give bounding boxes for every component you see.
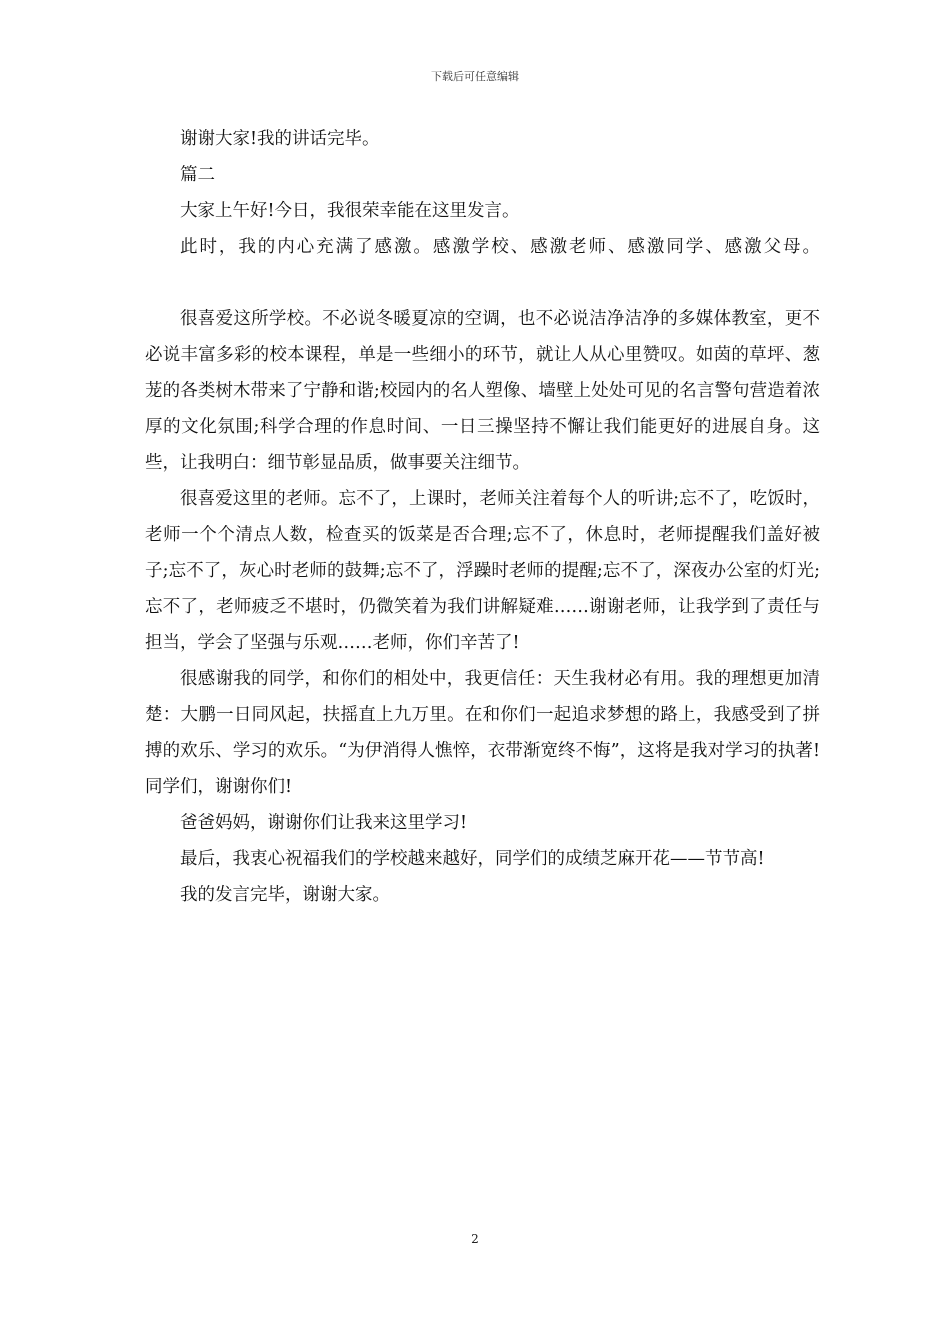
- school-paragraph: 很喜爱这所学校。不必说冬暖夏凉的空调，也不必说洁净洁净的多媒体教室，更不必说丰富多彩的校本课程，单是一些细小的环节，就让人从心里赞叹。如茵的草坪、葱茏的各类树木带来了宁静和谐;校园内的名人塑像、墙壁上处处可见的名言警句营造着浓厚的文化氛围;科学合理的作息时间、一日三操坚持不懈让我们能更好的进展自身。这些，让我明白：细节彰显品质，做事要关注细节。: [145, 309, 820, 473]
- parents-paragraph: 爸爸妈妈，谢谢你们让我来这里学习!: [180, 813, 468, 833]
- wishes-paragraph: 最后，我衷心祝福我们的学校越来越好，同学们的成绩芝麻开花——节节高!: [180, 849, 765, 869]
- section-heading: 篇二: [180, 165, 215, 185]
- page-number: 2: [471, 1232, 479, 1246]
- greeting-paragraph: 大家上午好!今日，我很荣幸能在这里发言。: [180, 201, 520, 221]
- closing-thanks-paragraph: 谢谢大家!我的讲话完毕。: [180, 129, 380, 149]
- document-body: [145, 121, 820, 913]
- ending-paragraph: 我的发言完毕，谢谢大家。: [180, 885, 390, 905]
- gratitude-paragraph: 此时，我的内心充满了感激。感激学校、感激老师、感激同学、感激父母。: [180, 237, 820, 257]
- classmates-paragraph: 很感谢我的同学，和你们的相处中，我更信任：天生我材必有用。我的理想更加清楚：大鹏一日同风起，扶摇直上九万里。在和你们一起追求梦想的路上，我感受到了拼搏的欢乐、学习的欢乐。“为伊消得人憔悴，衣带渐宽终不悔”，这将是我对学习的执著!同学们，谢谢你们!: [145, 669, 820, 797]
- page-header-note: 下载后可任意编辑: [431, 70, 519, 83]
- teachers-paragraph: 很喜爱这里的老师。忘不了，上课时，老师关注着每个人的听讲;忘不了，吃饭时，老师一个个清点人数，检查买的饭菜是否合理;忘不了，休息时，老师提醒我们盖好被子;忘不了，灰心时老师的鼓舞;忘不了，浮躁时老师的提醒;忘不了，深夜办公室的灯光;忘不了，老师疲乏不堪时，仍微笑着为我们讲解疑难……谢谢老师，让我学到了责任与担当，学会了坚强与乐观……老师，你们辛苦了!: [145, 489, 820, 653]
- paragraph-spacer: [145, 265, 820, 301]
